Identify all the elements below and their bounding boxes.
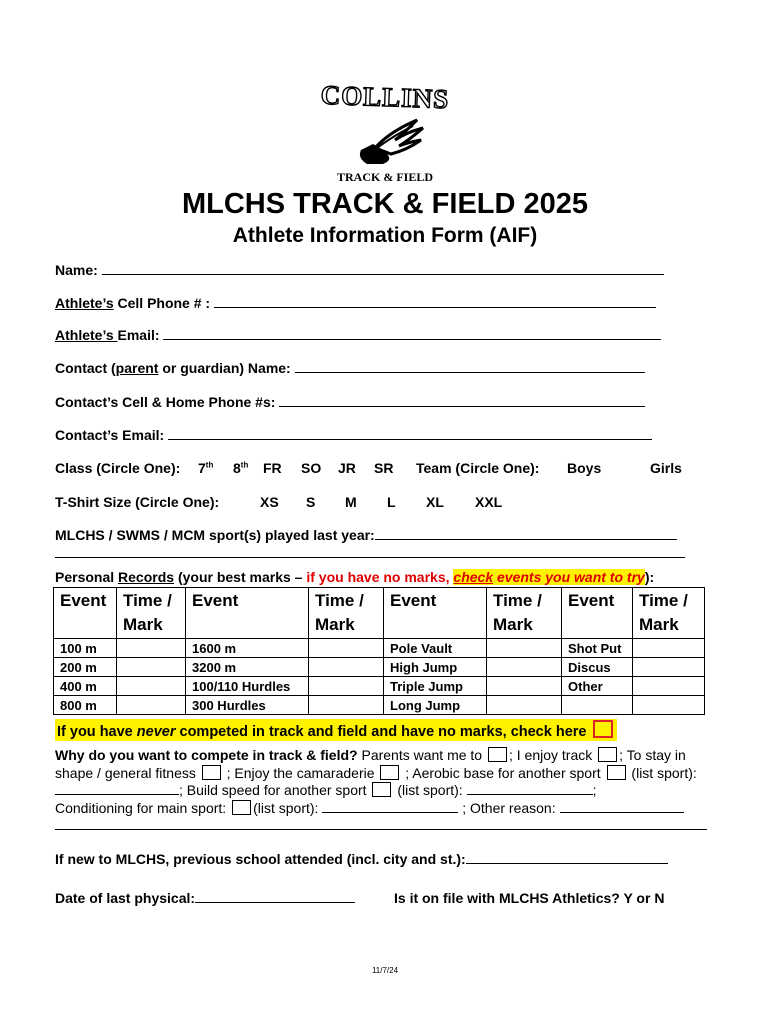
why-opt-enjoy: ; I enjoy track [509,747,597,763]
why-opt-other: ; Other reason: [458,799,560,816]
event-cell: Shot Put [562,639,633,658]
why-paragraph [55,747,715,830]
aerobic-checkbox[interactable] [607,765,626,780]
table-row [54,677,705,696]
never-competed-emphasis: never [136,724,176,740]
class-option-jr[interactable]: JR [338,460,356,476]
tshirt-option-m[interactable]: M [345,494,357,510]
previous-school-line[interactable] [466,851,668,864]
event-cell: Other [562,677,633,696]
cell-phone-line[interactable] [214,295,656,308]
mark-cell[interactable] [487,677,562,696]
team-label: Team (Circle One): [416,460,540,476]
records-table [53,587,705,715]
mark-cell[interactable] [633,696,705,715]
records-intro-red1: if you have no marks, [306,569,454,585]
physical-date-line[interactable] [195,890,355,903]
mark-cell[interactable] [117,696,186,715]
event-cell: 3200 m [186,658,309,677]
why-line-5[interactable] [55,817,707,830]
class-option-so[interactable]: SO [301,460,322,476]
event-cell: 200 m [54,658,117,677]
why-line-4 [55,800,715,818]
event-cell: Long Jump [384,696,487,715]
why-line-2 [55,765,715,783]
tshirt-option-xxl[interactable]: XXL [475,494,503,510]
records-intro-end: ): [644,569,655,585]
contact-email-line[interactable] [168,427,652,440]
records-intro [55,569,654,585]
page-title: MLCHS TRACK & FIELD 2025 [181,188,589,220]
why-opt-semicolon: ; [592,782,597,798]
team-option-boys[interactable]: Boys [567,460,602,476]
why-opt-speed: ; Build speed for another sport [179,782,371,798]
contact-phones-field[interactable] [55,394,645,410]
aerobic-sport-line[interactable] [55,782,179,795]
why-line-1 [55,747,715,765]
team-option-girls[interactable]: Girls [650,460,682,476]
speed-sport-line[interactable] [467,782,593,795]
cell-phone-label-underlined: Athlete’s [55,295,114,311]
logo-subtitle: TRACK & FIELD [336,170,433,184]
why-opt-conditioning: Conditioning for main sport: [55,799,231,816]
mark-cell[interactable] [117,677,186,696]
class-option-8th[interactable] [233,460,248,476]
records-intro-check: check [453,569,494,585]
header-event: Event [562,588,633,639]
contact-phones-line[interactable] [279,394,645,407]
class-label: Class (Circle One): [55,460,181,476]
header-time-mark: Time / Mark [309,588,384,639]
event-cell: 400 m [54,677,117,696]
mark-cell[interactable] [309,658,384,677]
why-opt-aerobic: ; Aerobic base for another sport [401,764,605,781]
records-intro-pre: Personal [55,569,119,585]
mark-cell[interactable] [487,639,562,658]
cell-phone-field[interactable] [55,295,656,311]
sports-last-year-label: MLCHS / SWMS / MCM sport(s) played last year: [55,527,375,543]
camaraderie-checkbox[interactable] [380,765,399,780]
sports-last-year-field[interactable] [55,527,677,543]
why-opt-stay: ; To stay in [619,747,686,763]
mark-cell[interactable] [309,639,384,658]
conditioning-checkbox[interactable] [232,800,251,815]
tshirt-option-xl[interactable]: XL [426,494,444,510]
never-competed-row [55,719,617,741]
tshirt-option-xs[interactable]: XS [260,494,279,510]
table-row [54,639,705,658]
contact-name-label-pre: Contact ( [55,360,116,376]
why-opt-fitness: shape / general fitness [55,764,200,781]
physical-date-field[interactable] [55,890,355,906]
why-question: Why do you want to compete in track & field? [55,747,358,763]
why-opt-parents: Parents want me to [357,747,486,763]
name-line[interactable] [102,262,664,275]
header-event: Event [186,588,309,639]
class-8-text: 8 [233,460,241,476]
records-intro-records: Records [118,569,175,585]
mark-cell[interactable] [309,696,384,715]
header-time-mark: Time / Mark [487,588,562,639]
contact-name-field[interactable] [55,360,645,376]
logo-school-name: COLLINS [320,79,450,115]
why-opt-list-sport-2: (list sport): [393,782,467,798]
speed-checkbox[interactable] [372,782,391,797]
event-cell: 300 Hurdles [186,696,309,715]
conditioning-sport-line[interactable] [322,800,458,813]
table-row [54,658,705,677]
mark-cell[interactable] [309,677,384,696]
parents-checkbox[interactable] [488,747,507,762]
records-header-row [54,588,705,639]
event-cell [562,696,633,715]
mark-cell[interactable] [487,658,562,677]
contact-email-field[interactable] [55,427,652,443]
event-cell: 800 m [54,696,117,715]
physical-on-file: Is it on file with MLCHS Athletics? Y or N [394,890,665,906]
email-line[interactable] [163,327,661,340]
event-cell: Triple Jump [384,677,487,696]
previous-school-label: If new to MLCHS, previous school attended (incl. city and st.): [55,851,466,867]
mark-cell[interactable] [117,658,186,677]
never-competed-pre: If you have [57,724,137,740]
records-intro-mid: (your best marks – [174,569,307,585]
class-7-sup: th [205,460,214,470]
never-competed-post: competed in track and field and have no marks, check here [175,724,587,740]
mark-cell[interactable] [633,677,705,696]
header-time-mark: Time / Mark [633,588,705,639]
tshirt-label: T-Shirt Size (Circle One): [55,494,220,510]
records-intro-red2: events you want to try [493,569,645,585]
header-event: Event [54,588,117,639]
fitness-checkbox[interactable] [202,765,221,780]
why-line-3 [55,782,715,800]
event-cell: Discus [562,658,633,677]
class-7-text: 7 [198,460,206,476]
table-row [54,696,705,715]
class-option-fr[interactable]: FR [263,460,282,476]
event-cell: Pole Vault [384,639,487,658]
mark-cell[interactable] [117,639,186,658]
sports-last-year-line[interactable] [375,527,677,540]
name-field[interactable] [55,262,664,278]
mark-cell[interactable] [633,639,705,658]
mark-cell[interactable] [487,696,562,715]
other-reason-line[interactable] [560,800,684,813]
email-label: Email: [117,327,160,343]
contact-name-label-parent: parent [115,360,159,376]
why-opt-camaraderie: ; Enjoy the camaraderie [222,764,379,781]
class-option-sr[interactable]: SR [374,460,394,476]
contact-email-label: Contact’s Email: [55,427,165,443]
event-cell: High Jump [384,658,487,677]
why-opt-list-sport: (list sport): [627,764,697,781]
event-cell: 100 m [54,639,117,658]
physical-date-label: Date of last physical: [55,890,196,906]
header-time-mark: Time / Mark [117,588,186,639]
event-cell: 100/110 Hurdles [186,677,309,696]
name-label: Name: [55,262,98,278]
sports-last-year-line-2[interactable] [55,557,685,558]
why-opt-list-sport-3: (list sport): [253,799,323,816]
enjoy-track-checkbox[interactable] [598,747,617,762]
winged-shoe-icon [347,114,427,174]
tshirt-option-s[interactable]: S [306,494,316,510]
contact-name-label-post: or guardian) Name: [158,360,291,376]
logo [305,78,465,184]
contact-name-line[interactable] [295,360,645,373]
previous-school-field[interactable] [55,851,668,867]
event-cell: 1600 m [186,639,309,658]
email-label-underlined: Athlete’s [55,327,118,343]
footer-date: 11/7/24 [371,966,399,975]
header-event: Event [384,588,487,639]
never-competed-checkbox[interactable] [593,720,613,738]
class-option-7th[interactable] [198,460,213,476]
page-subtitle: Athlete Information Form (AIF) [232,224,538,247]
tshirt-option-l[interactable]: L [387,494,396,510]
cell-phone-label: Cell Phone # : [113,295,211,311]
contact-phones-label: Contact’s Cell & Home Phone #s: [55,394,276,410]
class-8-sup: th [240,460,249,470]
mark-cell[interactable] [633,658,705,677]
email-field[interactable] [55,327,661,343]
